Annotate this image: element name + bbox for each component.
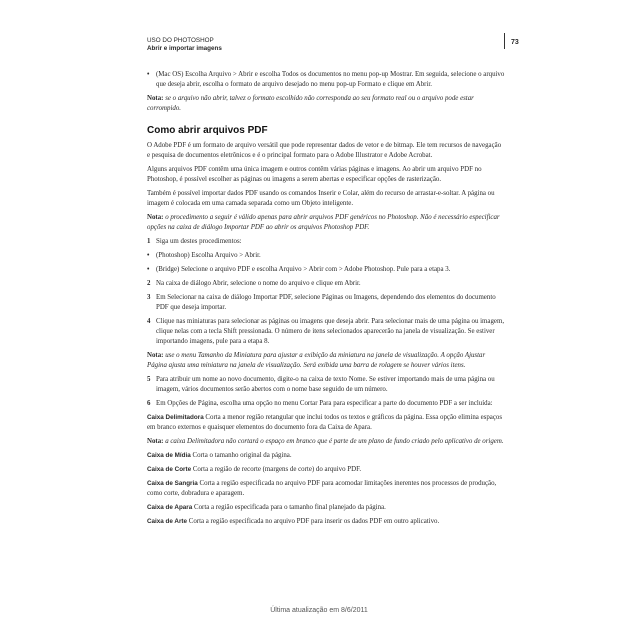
- list-item: [147, 399, 505, 409]
- list-item: [147, 237, 505, 247]
- definition-paragraph: [147, 413, 505, 433]
- body-paragraph: Também é possível importar dados PDF usando os comandos Inserir e Colar, além do recurso de arrastar-e-soltar. A página ou imagem é colocada em uma camada separada como um Objeto inteligente.: [147, 190, 495, 207]
- list-item: [147, 251, 505, 261]
- step-marker: 5: [147, 376, 151, 383]
- definition-text: Corta a região especificada no arquivo PDF para acomodar limitações inerentes nos processos de produção, como corte, dobradura e aparagem.: [147, 480, 497, 497]
- note-text: se o arquivo não abrir, talvez o formato escolhido não corresponda ao seu formato real ou o arquivo pode estar corrompido.: [147, 95, 474, 112]
- section-heading: Como abrir arquivos PDF: [147, 125, 268, 136]
- list-item-text: (Photoshop) Escolha Arquivo > Abrir.: [156, 252, 261, 259]
- definition-text: Corta a menor região retangular que inclui todos os textos e gráficos da página. Essa opção elimina espaços em branco externos e quaisquer elementos do documento fora da Caixa de Apara.: [147, 414, 503, 431]
- header-divider: [504, 33, 505, 49]
- note-text: o procedimento a seguir é válido apenas para abrir arquivos PDF genéricos no Photoshop. Não é necessário especificar opções na caixa de diálogo Importar PDF ao abrir os arquivos Photoshop PDF.: [147, 214, 500, 231]
- list-item: [147, 375, 505, 395]
- definition-term: Caixa de Sangria: [147, 480, 198, 487]
- definition-paragraph: [147, 479, 505, 499]
- header-section: USO DO PHOTOSHOP: [147, 37, 214, 44]
- page-body: [147, 70, 505, 531]
- list-item-text: Siga um destes procedimentos:: [156, 238, 242, 245]
- list-item-text: Em Opções de Página, escolha uma opção no menu Cortar Para para especificar a parte do documento PDF a ser incluída:: [156, 400, 493, 407]
- page-number: 73: [511, 39, 519, 46]
- step-marker: 2: [147, 280, 151, 287]
- step-marker: 4: [147, 318, 151, 325]
- list-item-text: (Bridge) Selecione o arquivo PDF e escolha Arquivo > Abrir com > Adobe Photoshop. Pule para a etapa 3.: [156, 266, 451, 273]
- note-paragraph: [147, 437, 505, 447]
- list-item: [147, 279, 505, 289]
- bullet-marker: •: [147, 252, 150, 259]
- note-label: Nota:: [147, 352, 164, 359]
- running-header: [147, 37, 222, 53]
- list-item-text: Em Selecionar na caixa de diálogo Importar PDF, selecione Páginas ou Imagens, dependendo dos elementos do documento PDF que deseja importar.: [156, 294, 496, 311]
- definition-term: Caixa de Mídia: [147, 452, 191, 459]
- note-label: Nota:: [147, 214, 164, 221]
- definition-text: Corta a região de recorte (margens de corte) do arquivo PDF.: [191, 466, 362, 473]
- step-marker: 6: [147, 400, 151, 407]
- step-marker: 3: [147, 294, 151, 301]
- list-item-text: Clique nas miniaturas para selecionar as páginas ou imagens que deseja abrir. Para selecionar mais de uma página ou imagem, clique nelas com a tecla Shift pressionada. O número de itens selecionados aparecerão na janela de visualização. Se estiver importando imagens, pule para a etapa 8.: [156, 318, 505, 345]
- list-item-text: Para atribuir um nome ao novo documento, digite-o na caixa de texto Nome. Se estiver importando mais de uma página ou imagem, vários documentos serão abertos com o nome base seguido de um número.: [156, 376, 495, 393]
- definition-paragraph: [147, 503, 505, 513]
- definition-text: Corta o tamanho original da página.: [190, 452, 292, 459]
- note-text: a caixa Delimitadora não cortará o espaço em branco que é parte de um plano de fundo criado pelo aplicativo de origem.: [163, 438, 504, 445]
- note-paragraph: [147, 213, 505, 233]
- list-item-text: (Mac OS) Escolha Arquivo > Abrir e escolha Todos os documentos no menu pop-up Mostrar. Em seguida, selecione o arquivo que deseja abrir, escolha o formato de arquivo desejado no menu pop-up Formato e clique em Abrir.: [156, 71, 505, 88]
- note-paragraph: [147, 94, 505, 114]
- note-label: Nota:: [147, 95, 164, 102]
- note-label: Nota:: [147, 438, 164, 445]
- definition-paragraph: [147, 517, 505, 527]
- definition-paragraph: [147, 451, 505, 461]
- definition-term: Caixa de Apara: [147, 504, 193, 511]
- note-text: use o menu Tamanho da Miniatura para ajustar a exibição da miniatura na janela de visualização. A opção Ajustar Página ajusta uma miniatura na janela de visualização. Será exibida uma barra de rolagem se houver vários itens.: [147, 352, 486, 369]
- definition-text: Corta a região especificada no arquivo PDF para inserir os dados PDF em outro aplicativo.: [187, 518, 440, 525]
- definition-term: Caixa de Corte: [147, 466, 192, 473]
- definition-paragraph: [147, 465, 505, 475]
- step-marker: 1: [147, 238, 151, 245]
- body-paragraph: O Adobe PDF é um formato de arquivo versátil que pode representar dados de vetor e de bitmap. Ele tem recursos de navegação e pesquisa de documentos eletrônicos e é o principal formato para o Adobe Illustrator e Adobe Acrobat.: [147, 142, 502, 159]
- list-item: [147, 293, 505, 313]
- list-item-text: Na caixa de diálogo Abrir, selecione o nome do arquivo e clique em Abrir.: [156, 280, 361, 287]
- list-item: [147, 70, 505, 90]
- body-paragraph: Alguns arquivos PDF contêm uma única imagem e outros contêm várias páginas e imagens. Ao abrir um arquivo PDF no Photoshop, é possível escolher as páginas ou imagens a serem abertas e especificar opções de rasterização.: [147, 166, 482, 183]
- definition-term: Caixa Delimitadora: [147, 414, 204, 421]
- header-subsection: Abrir e importar imagens: [147, 45, 222, 52]
- list-item: [147, 317, 505, 347]
- bullet-marker: •: [147, 266, 150, 273]
- definition-text: Corta a região especificada para o tamanho final planejado da página.: [192, 504, 386, 511]
- note-paragraph: [147, 351, 505, 371]
- definition-term: Caixa de Arte: [147, 518, 188, 525]
- page-footer: Última atualização em 8/6/2011: [270, 607, 368, 614]
- list-item: [147, 265, 505, 275]
- bullet-marker: •: [147, 71, 150, 78]
